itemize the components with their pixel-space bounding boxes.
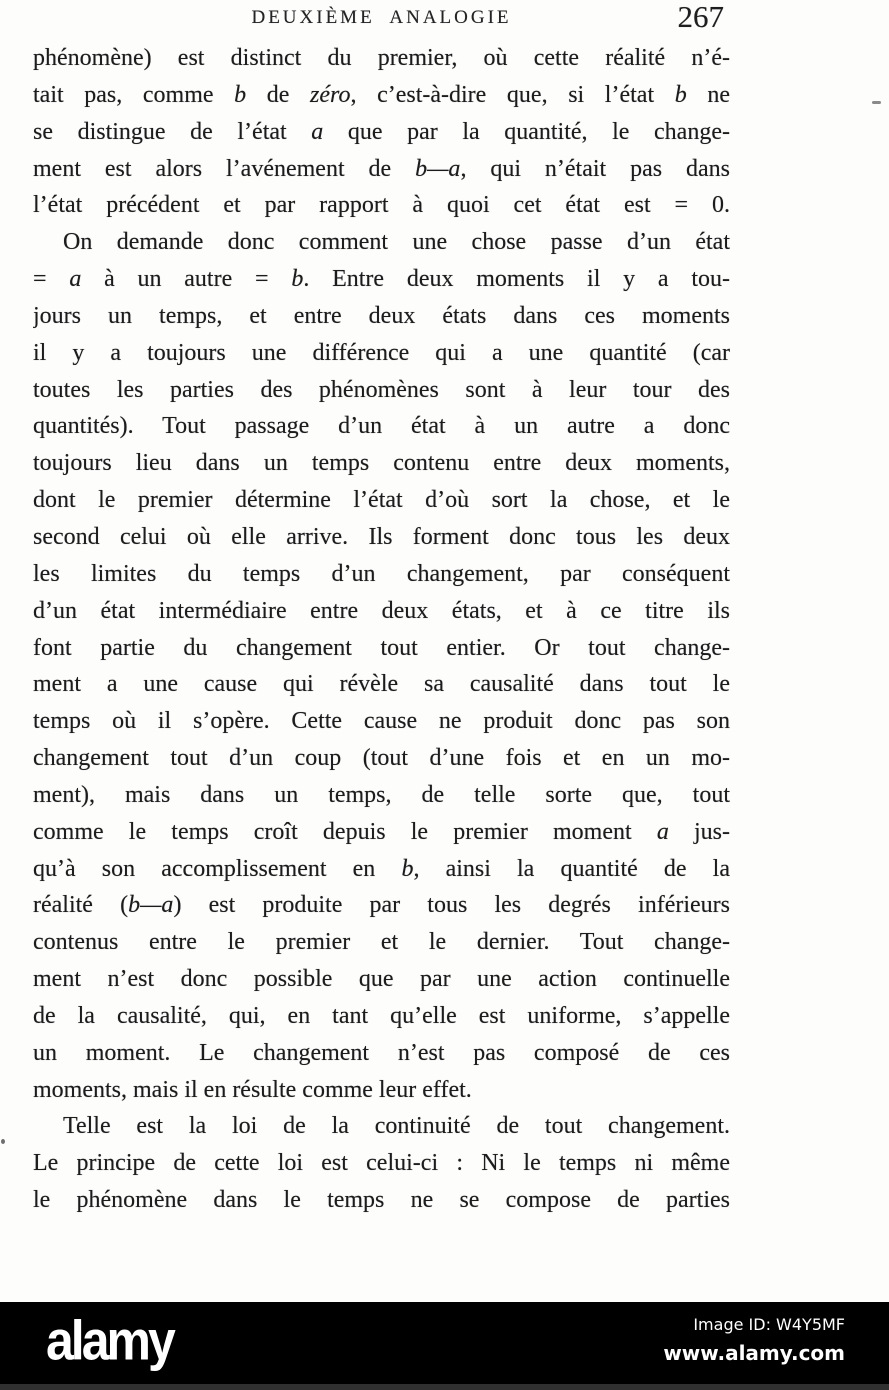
text-line: de la causalité, qui, en tant qu’elle est uniforme, s’appelle — [33, 1002, 730, 1029]
text-line: le phénomène dans le temps ne se compose de parties — [33, 1187, 730, 1214]
text-line: ment), mais dans un temps, de telle sorte que, tout — [33, 781, 730, 808]
image-id-text: Image ID: W4Y5MF — [693, 1315, 845, 1334]
text-line: ment est alors l’avénement de b—a, qui n’était pas dans — [33, 155, 730, 182]
text-line: toutes les parties des phénomènes sont à leur tour des — [33, 376, 730, 403]
text-line: se distingue de l’état a que par la quantité, le change- — [33, 118, 730, 145]
page-number: 267 — [677, 0, 724, 34]
text-line: Telle est la loi de la continuité de tout changement. — [63, 1113, 730, 1140]
running-head — [33, 2, 730, 36]
watermark-info — [663, 1315, 845, 1365]
text-line: changement tout d’un coup (tout d’une fois et en un mo- — [33, 745, 730, 772]
alamy-url-text: www.alamy.com — [663, 1341, 845, 1365]
text-line: contenus entre le premier et le dernier. Tout change- — [33, 929, 730, 956]
text-line: moments, mais il en résulte comme leur effet. — [33, 1076, 472, 1103]
text-line: comme le temps croît depuis le premier moment a jus- — [33, 818, 730, 845]
text-line: l’état précédent et par rapport à quoi cet état est = 0. — [33, 192, 730, 219]
text-line: On demande donc comment une chose passe d’un état — [63, 229, 730, 256]
text-line: ment a une cause qui révèle sa causalité dans tout le — [33, 671, 730, 698]
text-line: réalité (b—a) est produite par tous les degrés inférieurs — [33, 892, 730, 919]
text-line: font partie du changement tout entier. Or tout change- — [33, 634, 730, 661]
watermark-bar — [0, 1302, 889, 1390]
text-line: Le principe de cette loi est celui-ci : Ni le temps ni même — [33, 1150, 730, 1177]
text-line: quantités). Tout passage d’un état à un autre a donc — [33, 413, 730, 440]
text-line: jours un temps, et entre deux états dans ces moments — [33, 302, 730, 329]
text-line: tait pas, comme b de zéro, c’est-à-dire que, si l’état b ne — [33, 81, 730, 108]
text-line: phénomène) est distinct du premier, où cette réalité n’é- — [33, 45, 730, 71]
text-line: les limites du temps d’un changement, par conséquent — [33, 560, 730, 587]
text-line: = a à un autre = b. Entre deux moments il y a tou- — [33, 266, 730, 293]
text-line: il y a toujours une différence qui a une quantité (car — [33, 339, 730, 366]
watermark-bottom-strip — [0, 1384, 889, 1390]
text-line: un moment. Le changement n’est pas composé de ces — [33, 1039, 730, 1066]
text-line: dont le premier détermine l’état d’où sort la chose, et le — [33, 487, 730, 514]
text-line: temps où il s’opère. Cette cause ne produit donc pas son — [33, 708, 730, 735]
text-block — [33, 40, 730, 1219]
text-line: second celui où elle arrive. Ils forment donc tous les deux — [33, 523, 730, 550]
alamy-logo: alamy — [46, 1309, 173, 1372]
text-line: toujours lieu dans un temps contenu entre deux moments, — [33, 450, 730, 477]
chapter-title: DEUXIÈME ANALOGIE — [251, 7, 512, 28]
text-line: qu’à son accomplissement en b, ainsi la quantité de la — [33, 855, 730, 882]
text-line: d’un état intermédiaire entre deux états, et à ce titre ils — [33, 597, 730, 624]
scan-artifact-dash — [872, 101, 881, 104]
text-line: ment n’est donc possible que par une action continuelle — [33, 966, 730, 993]
scan-artifact-dot — [1, 1139, 5, 1144]
